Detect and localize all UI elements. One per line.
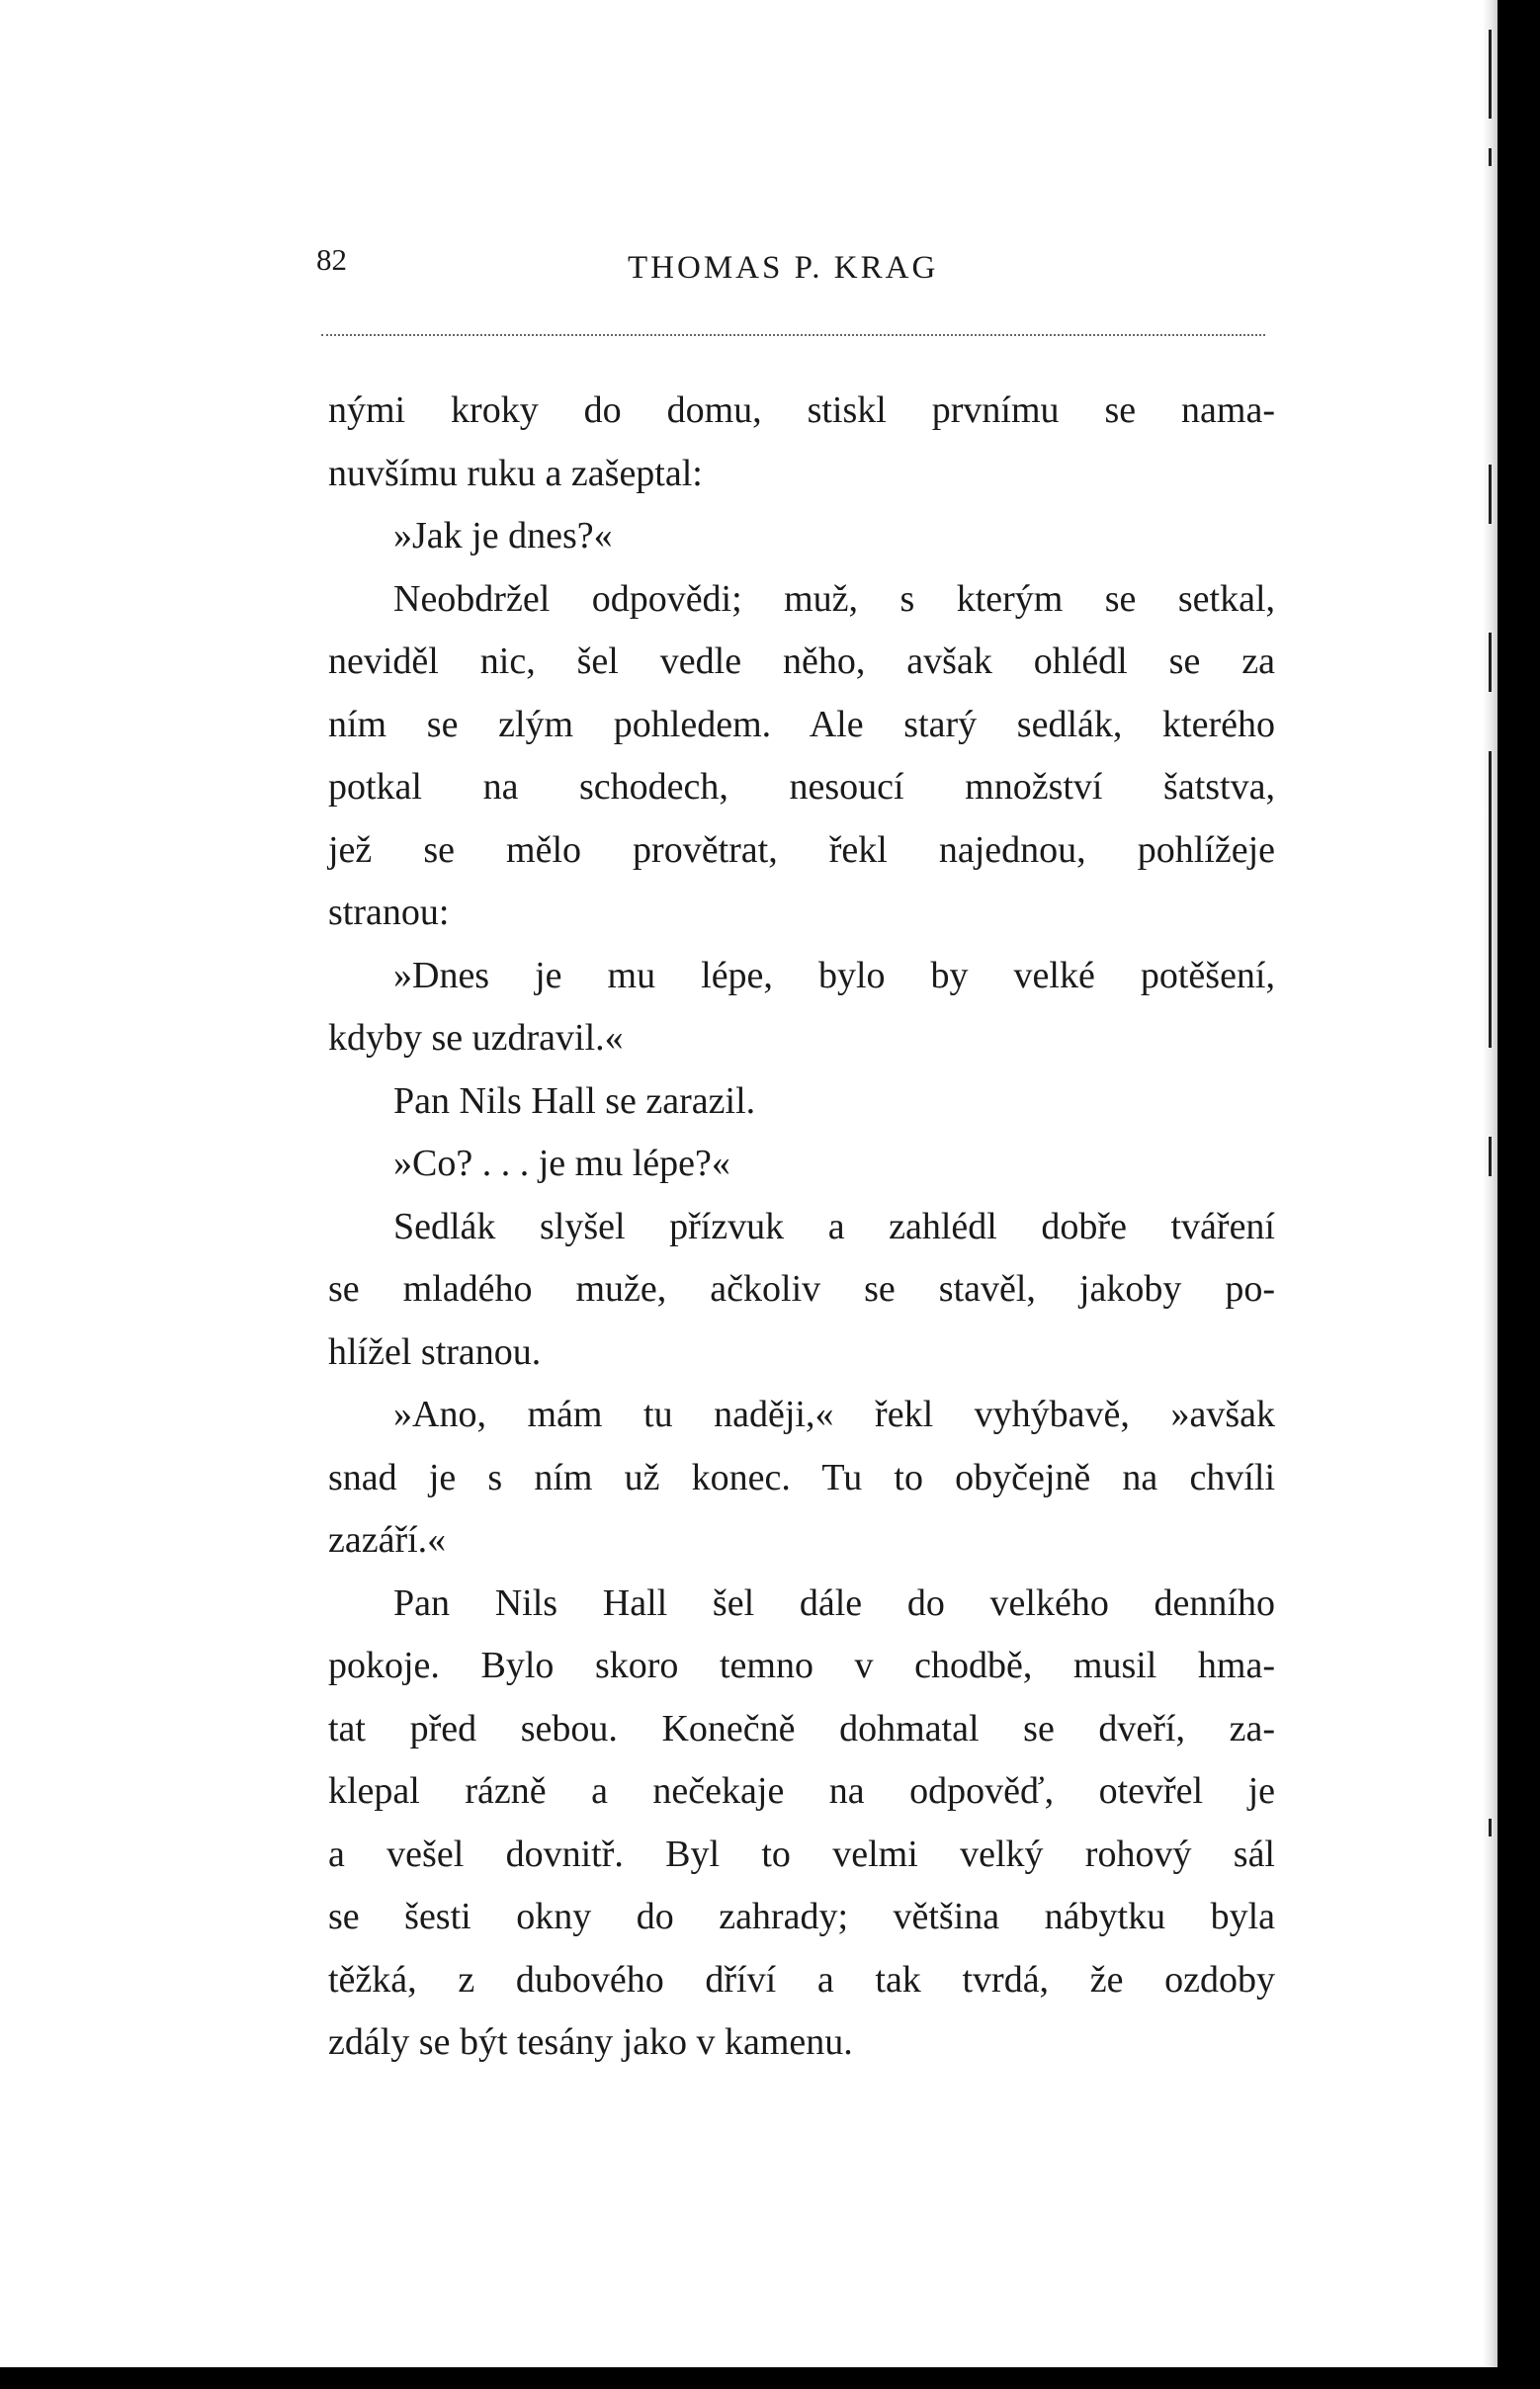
text-line: těžká, z dubového dříví a tak tvrdá, že ozdoby [328,1958,1275,2001]
text-line: zdály se být tesány jako v kamenu. [328,2021,853,2063]
text-line: snad je s ním už konec. Tu to obyčejně na chvíli [328,1456,1275,1498]
text-line: Neobdržel odpovědi; muž, s kterým se setkal, [393,577,1275,620]
spine-mark [1489,633,1492,692]
text-line: ním se zlým pohledem. Ale starý sedlák, kterého [328,703,1275,745]
text-line: nými kroky do domu, stiskl prvnímu se nama- [328,389,1275,431]
text-line: zazáří.« [328,1519,447,1561]
text-line: »Co? . . . je mu lépe?« [393,1143,730,1184]
spine-mark [1489,751,1492,1048]
spine-mark [1489,30,1492,119]
text-line: klepal rázně a nečekaje na odpověď, otevřel je [328,1770,1275,1812]
page-number: 82 [316,242,347,277]
text-line: kdyby se uzdravil.« [328,1017,624,1059]
text-line: »Jak je dnes?« [393,515,613,556]
spine-mark [1489,1137,1492,1176]
running-title: THOMAS P. KRAG [628,250,939,286]
header-rule [321,334,1265,336]
text-line: potkal na schodech, nesoucí množství šatstva, [328,766,1275,808]
text-line: »Ano, mám tu naději,« řekl vyhýbavě, »avšak [393,1394,1275,1435]
text-line: stranou: [328,892,450,933]
spine-mark [1489,148,1492,166]
text-line: jež se mělo provětrat, řekl najednou, pohlížeje [328,828,1275,871]
text-line: pokoje. Bylo skoro temno v chodbě, musil hma- [328,1645,1275,1686]
text-line: »Dnes je mu lépe, bylo by velké potěšení, [393,954,1275,996]
text-line: se šesti okny do zahrady; většina nábytku byla [328,1896,1275,1937]
spine-mark [1489,465,1492,524]
text-line: Pan Nils Hall se zarazil. [393,1079,756,1122]
spine-mark [1489,1819,1492,1836]
running-head [316,242,1275,292]
text-line: nuvšímu ruku a zašeptal: [328,452,703,494]
text-line: a vešel dovnitř. Byl to velmi velký rohový sál [328,1833,1275,1875]
text-line: neviděl nic, šel vedle něho, avšak ohlédl se za [328,640,1275,682]
page-spine-edge [1483,0,1497,2367]
text-line: Pan Nils Hall šel dále do velkého denního [393,1581,1275,1624]
text-line: tat před sebou. Konečně dohmatal se dveří, za- [328,1707,1275,1749]
text-line: se mladého muže, ačkoliv se stavěl, jakoby po- [328,1268,1275,1310]
body-text [328,380,1275,2075]
text-line: Sedlák slyšel přízvuk a zahlédl dobře tváření [393,1205,1275,1247]
text-line: hlížel stranou. [328,1330,542,1373]
